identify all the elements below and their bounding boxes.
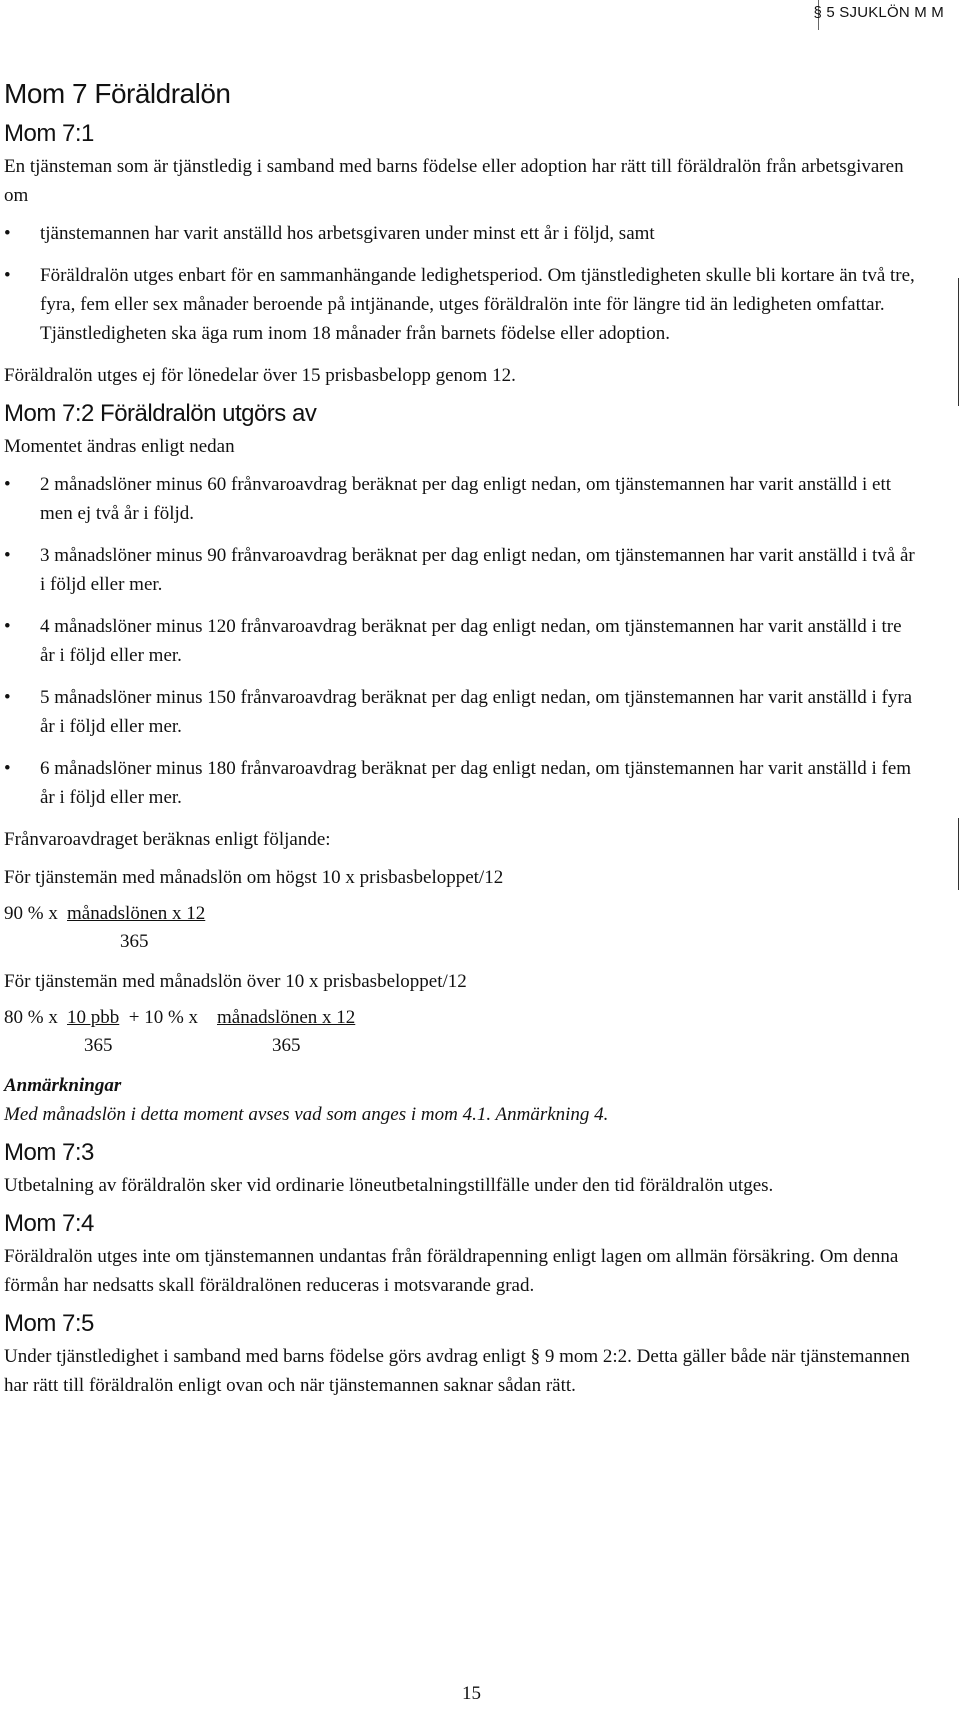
bullet-icon: • <box>4 758 11 779</box>
list-item <box>4 612 919 670</box>
bullet-icon: • <box>4 687 11 708</box>
section-title: Mom 7 Föräldralön <box>4 78 231 109</box>
formula-prefix: 90 % x <box>4 903 58 924</box>
subsection-heading-7-3: Mom 7:3 <box>4 1139 94 1166</box>
list-item-text: tjänstemannen har varit anställd hos arbetsgivaren under minst ett år i följd, samt <box>40 223 655 244</box>
list-item-text: 3 månadslöner minus 90 frånvaroavdrag beräknat per dag enligt nedan, om tjänstemannen har varit anställd i två år i följd eller mer. <box>40 545 915 595</box>
paragraph: En tjänsteman som är tjänstledig i samband med barns födelse eller adoption har rätt till föräldralön från arbetsgivaren om <box>4 156 904 206</box>
bullet-icon: • <box>4 545 11 566</box>
paragraph: För tjänstemän med månadslön över 10 x prisbasbeloppet/12 <box>4 971 467 992</box>
bullet-icon: • <box>4 223 11 244</box>
subsection-heading-7-2: Mom 7:2 Föräldralön utgörs av <box>4 400 317 427</box>
formula-numerator: månadslönen x 12 <box>217 1007 356 1028</box>
bullet-list <box>4 470 919 812</box>
section-label: § 5 SJUKLÖN M M <box>813 4 944 21</box>
paragraph: För tjänstemän med månadslön om högst 10 x prisbasbeloppet/12 <box>4 867 504 888</box>
notes-heading: Anmärkningar <box>4 1075 122 1096</box>
list-item <box>4 683 919 741</box>
change-bar <box>958 818 959 890</box>
formula-middle: + 10 % x <box>124 1007 203 1028</box>
formula-prefix: 80 % x <box>4 1007 58 1028</box>
formula-denominator: 365 <box>84 1035 113 1056</box>
formula-denominator: 365 <box>272 1035 301 1056</box>
formula-denominator: 365 <box>120 931 149 952</box>
page-number: 15 <box>462 1683 481 1704</box>
page-header <box>0 0 960 40</box>
notes-text: Med månadslön i detta moment avses vad som anges i mom 4.1. Anmärkning 4. <box>4 1104 609 1125</box>
subsection-heading-7-1: Mom 7:1 <box>4 120 94 147</box>
subsection-heading-7-4: Mom 7:4 <box>4 1210 94 1237</box>
list-item-text: 6 månadslöner minus 180 frånvaroavdrag beräknat per dag enligt nedan, om tjänstemannen har varit anställd i fem år i följd eller mer. <box>40 758 912 808</box>
list-item <box>4 754 919 812</box>
list-item <box>4 470 919 528</box>
document-body <box>4 78 919 1409</box>
list-item-text: 5 månadslöner minus 150 frånvaroavdrag beräknat per dag enligt nedan, om tjänstemannen har varit anställd i fyra år i följd eller mer. <box>40 687 913 737</box>
list-item-text: 2 månadslöner minus 60 frånvaroavdrag beräknat per dag enligt nedan, om tjänstemannen har varit anställd i ett men ej två år i följd. <box>40 474 892 524</box>
formula-numerator: 10 pbb <box>67 1007 120 1028</box>
subsection-heading-7-5: Mom 7:5 <box>4 1310 94 1337</box>
list-item-text: Föräldralön utges enbart för en sammanhängande ledighetsperiod. Om tjänstledigheten skulle bli kortare än två tre, fyra, fem eller sex månader beroende på intjänande, utges föräldralön inte för längre tid än ledigheten omfattar. Tjänstledigheten ska äga rum inom 18 månader från barnets födelse eller adoption. <box>40 265 915 344</box>
list-item <box>4 219 919 248</box>
paragraph: Utbetalning av föräldralön sker vid ordinarie löneutbetalningstillfälle under den tid föräldralön utges. <box>4 1175 774 1196</box>
change-bar <box>958 278 959 406</box>
paragraph: Frånvaroavdraget beräknas enligt följande: <box>4 829 331 850</box>
paragraph: Under tjänstledighet i samband med barns födelse görs avdrag enligt § 9 mom 2:2. Detta gäller både när tjänstemannen har rätt till föräldralön enligt ovan och när tjänstemannen saknar sådan rätt. <box>4 1346 910 1396</box>
bullet-icon: • <box>4 265 11 286</box>
list-item <box>4 541 919 599</box>
bullet-icon: • <box>4 474 11 495</box>
paragraph: Föräldralön utges inte om tjänstemannen undantas från föräldrapenning enligt lagen om allmän försäkring. Om denna förmån har nedsatts skall föräldralönen reduceras i motsvarande grad. <box>4 1246 899 1296</box>
bullet-list <box>4 219 919 348</box>
formula-1 <box>4 901 919 957</box>
paragraph: Föräldralön utges ej för lönedelar över 15 prisbasbelopp genom 12. <box>4 365 516 386</box>
formula-2 <box>4 1005 919 1061</box>
paragraph: Momentet ändras enligt nedan <box>4 436 235 457</box>
list-item <box>4 261 919 348</box>
list-item-text: 4 månadslöner minus 120 frånvaroavdrag beräknat per dag enligt nedan, om tjänstemannen har varit anställd i tre år i följd eller mer. <box>40 616 902 666</box>
bullet-icon: • <box>4 616 11 637</box>
formula-numerator: månadslönen x 12 <box>67 903 206 924</box>
